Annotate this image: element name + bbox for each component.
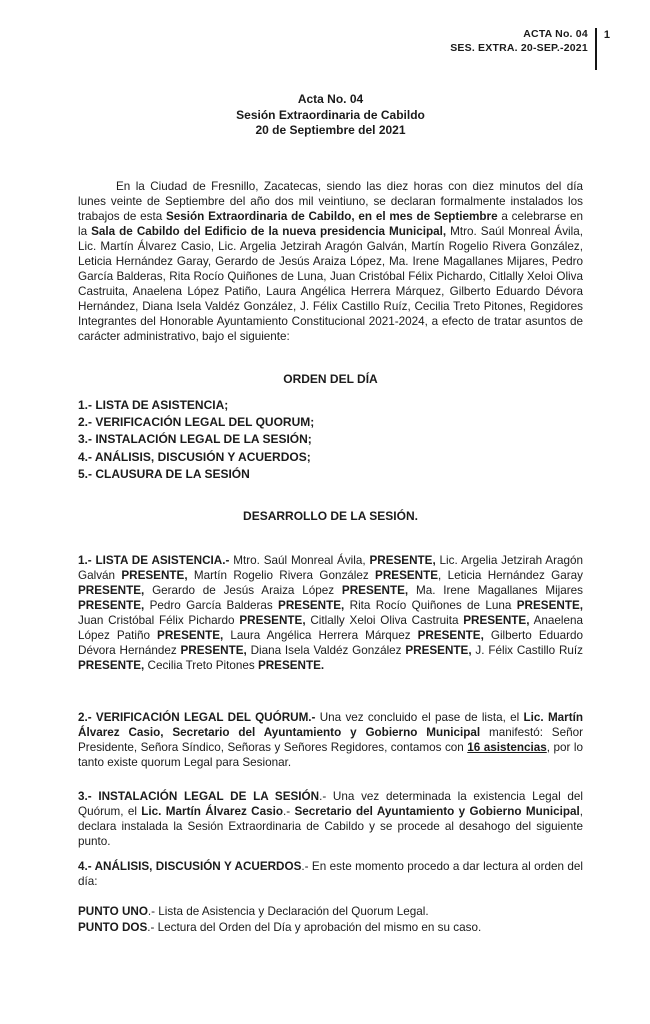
orden-del-dia-list [78, 397, 583, 483]
orden-del-dia-heading: ORDEN DEL DÍA [283, 372, 378, 386]
title-line-date: 20 de Septiembre del 2021 [255, 123, 406, 137]
running-header [450, 27, 610, 70]
title-line-acta: Acta No. 04 [297, 92, 364, 106]
session-date-label: SES. EXTRA. 20-SEP.-2021 [450, 42, 588, 54]
section-verificacion-quorum: 2.- VERIFICACIÓN LEGAL DEL QUÓRUM.- Una vez concluido el pase de lista, el Lic. Martín Álvarez Casio, Secretario del Ayuntamiento y Gobierno Municipal manifestó: Señor Presidente, Señora Síndico, Señoras y Señores Regidores, contamos con 16 asistencias, por lo tanto existe quorum Legal para Sesionar. [78, 711, 584, 769]
orden-item-2: 2.- VERIFICACIÓN LEGAL DEL QUORUM; [78, 415, 315, 430]
punto-uno-line: PUNTO UNO.- Lista de Asistencia y Declaración del Quorum Legal. [78, 905, 429, 918]
page-number: 1 [603, 29, 610, 41]
running-header-lines [450, 27, 588, 55]
desarrollo-heading: DESARROLLO DE LA SESIÓN. [243, 509, 418, 523]
orden-item-5: 5.- CLAUSURA DE LA SESIÓN [78, 466, 250, 481]
section-instalacion-legal: 3.- INSTALACIÓN LEGAL DE LA SESIÓN.- Una vez determinada la existencia Legal del Quórum, el Lic. Martín Álvarez Casio.- Secretario del Ayuntamiento y Gobierno Municipal, declara instalada la Sesión Extraordinaria de Cabildo y se procede al desahogo del siguiente punto. [78, 790, 584, 848]
section-analisis-acuerdos: 4.- ANÁLISIS, DISCUSIÓN Y ACUERDOS.- En este momento procedo a dar lectura al orden del día: [78, 860, 583, 888]
header-divider [595, 28, 597, 70]
section-lista-asistencia: 1.- LISTA DE ASISTENCIA.- Mtro. Saúl Monreal Ávila, PRESENTE, Lic. Argelia Jetzirah Aragón Galván PRESENTE, Martín Rogelio Rivera González PRESENTE, Leticia Hernández Garay PRESENTE, Gerardo de Jesús Araiza López PRESENTE, Ma. Irene Magallanes Mijares PRESENTE, Pedro García Balderas PRESENTE, Rita Rocío Quiñones de Luna PRESENTE, Juan Cristóbal Félix Pichardo PRESENTE, Citlally Xeloi Oliva Castruita PRESENTE, Anaelena López Patiño PRESENTE, Laura Angélica Herrera Márquez PRESENTE, Gilberto Eduardo Dévora Hernández PRESENTE, Diana Isela Valdéz González PRESENTE, J. Félix Castillo Ruíz PRESENTE, Cecilia Treto Pitones PRESENTE. [78, 554, 584, 672]
orden-item-4: 4.- ANÁLISIS, DISCUSIÓN Y ACUERDOS; [78, 449, 311, 464]
orden-item-3: 3.- INSTALACIÓN LEGAL DE LA SESIÓN; [78, 432, 312, 447]
document-title [78, 92, 583, 139]
punto-dos-line: PUNTO DOS.- Lectura del Orden del Día y aprobación del mismo en su caso. [78, 920, 482, 934]
intro-paragraph: En la Ciudad de Fresnillo, Zacatecas, siendo las diez horas con diez minutos del día lunes veinte de Septiembre del año dos mil veintiuno, se declaran formalmente instalados los trabajos de esta Sesión Extraordinaria de Cabildo, en el mes de Septiembre a celebrarse en la Sala de Cabildo del Edificio de la nueva presidencia Municipal, Mtro. Saúl Monreal Ávila, Lic. Martín Álvarez Casio, Lic. Argelia Jetzirah Aragón Galván, Martín Rogelio Rivera González, Leticia Hernández Garay, Gerardo de Jesús Araiza López, Ma. Irene Magallanes Mijares, Pedro García Balderas, Rita Rocío Quiñones de Luna, Juan Cristóbal Félix Pichardo, Citlally Xeloi Oliva Castruita, Anaelena López Patiño, Laura Angélica Herrera Márquez, Gilberto Eduardo Dévora Hernández, Diana Isela Valdéz González, J. Félix Castillo Ruíz, Cecilia Treto Pitones, Regidores Integrantes del Honorable Ayuntamiento Constitucional 2021-2024, a efecto de tratar asuntos de carácter administrativo, bajo el siguiente: [78, 180, 583, 343]
title-line-session: Sesión Extraordinaria de Cabildo [236, 107, 425, 122]
orden-item-1: 1.- LISTA DE ASISTENCIA; [78, 398, 229, 412]
acta-number-label: ACTA No. 04 [523, 28, 588, 40]
